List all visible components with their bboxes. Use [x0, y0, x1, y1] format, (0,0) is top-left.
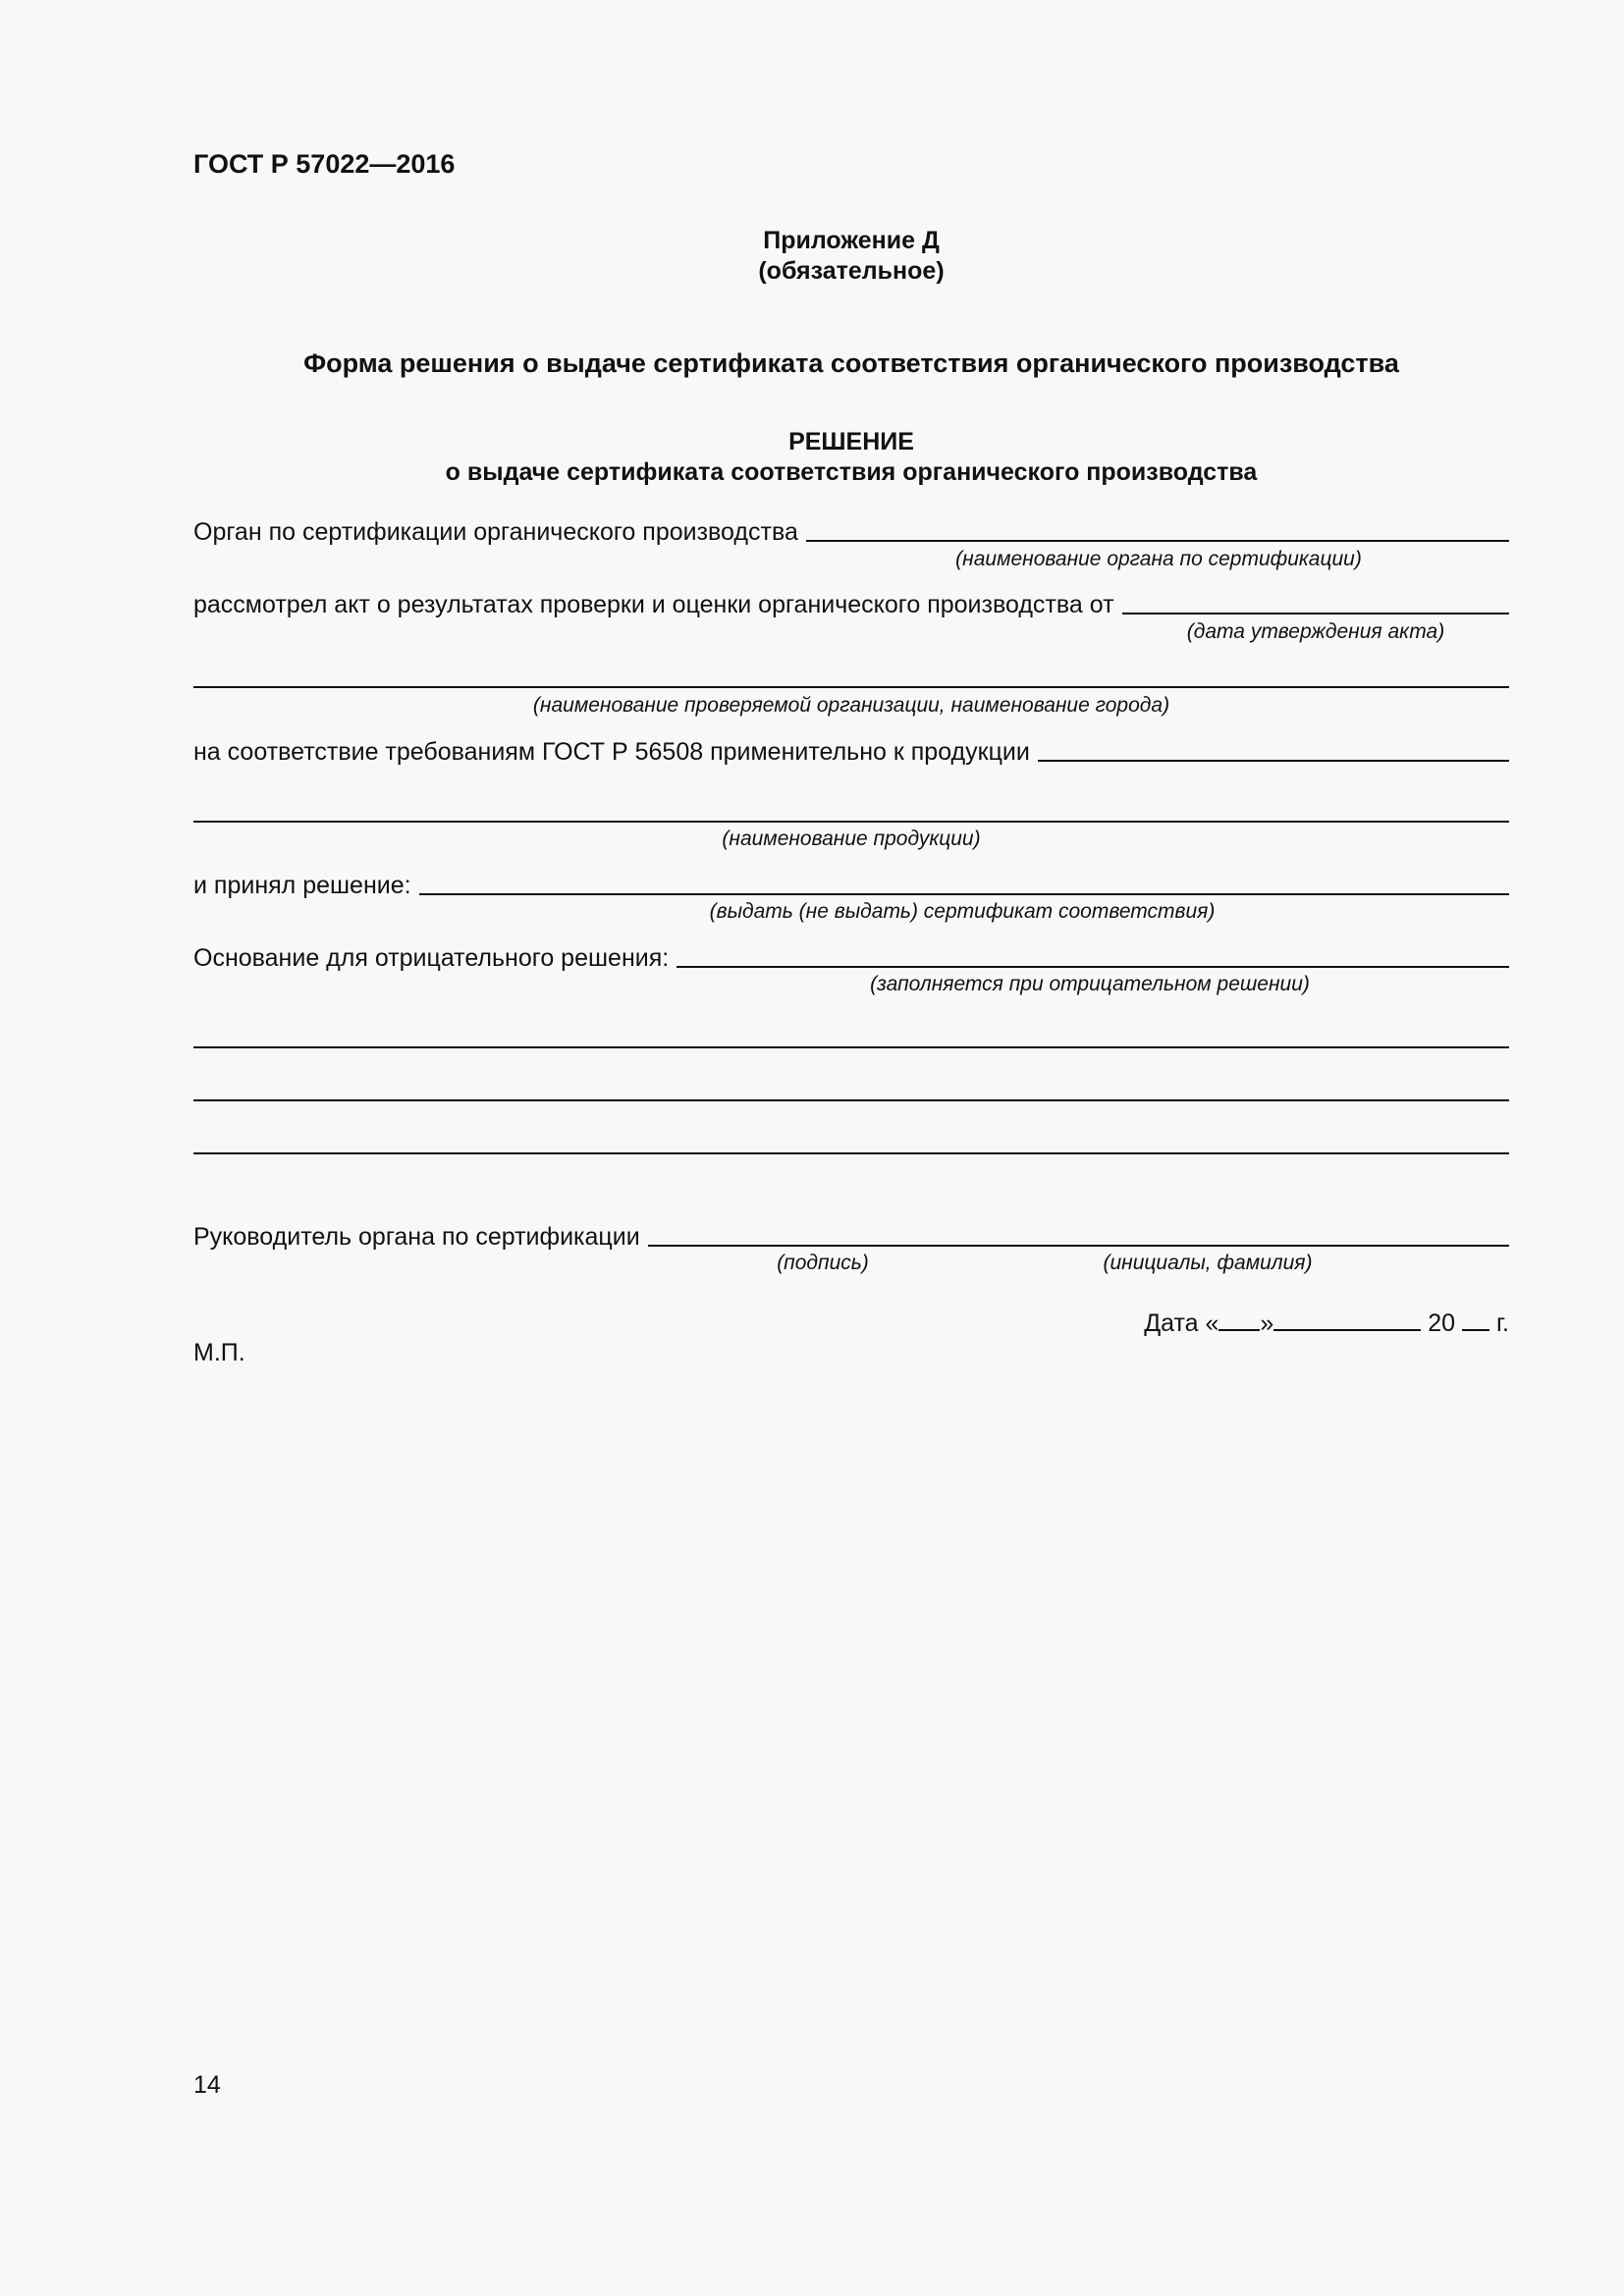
page-number: 14: [193, 2071, 221, 2099]
decision-heading: [193, 427, 1509, 488]
decision-row: [193, 868, 1509, 899]
date-suffix: г.: [1489, 1309, 1509, 1337]
act-date-hint: (дата утверждения акта): [1186, 620, 1445, 643]
organization-field[interactable]: [193, 686, 1509, 688]
date-year: 20: [1421, 1309, 1463, 1337]
product-line-field[interactable]: [193, 821, 1509, 823]
act-label: рассмотрел акт о результатах проверки и оценки органического производства от: [193, 591, 1114, 618]
decision-field[interactable]: [419, 893, 1509, 895]
reason-row: [193, 940, 1509, 972]
date-day-field[interactable]: [1218, 1309, 1260, 1331]
head-row: [193, 1219, 1509, 1251]
head-signature-field[interactable]: [648, 1245, 1509, 1247]
date-mid: »: [1260, 1309, 1274, 1337]
appendix-status: (обязательное): [758, 257, 945, 285]
compliance-label: на соответствие требованиям ГОСТ Р 56508 применительно к продукции: [193, 738, 1030, 766]
appendix-title: Приложение Д: [763, 227, 940, 254]
date-row: [1144, 1309, 1509, 1338]
reason-line-1[interactable]: [193, 1046, 1509, 1048]
product-field[interactable]: [1038, 760, 1509, 762]
decision-hint: (выдать (не выдать) сертификат соответствия): [709, 900, 1216, 923]
head-label: Руководитель органа по сертификации: [193, 1223, 640, 1251]
reason-line-2[interactable]: [193, 1099, 1509, 1101]
product-hint: (наименование продукции): [722, 828, 981, 850]
decision-title: РЕШЕНИЕ: [788, 428, 914, 455]
certification-body-row: [193, 514, 1509, 546]
certification-body-hint: (наименование органа по сертификации): [955, 548, 1362, 570]
name-hint: (инициалы, фамилия): [1103, 1252, 1313, 1274]
date-year-field[interactable]: [1462, 1309, 1489, 1331]
act-row: [193, 587, 1509, 618]
reason-line-3[interactable]: [193, 1152, 1509, 1154]
date-prefix: Дата «: [1144, 1309, 1219, 1337]
reason-label: Основание для отрицательного решения:: [193, 944, 670, 972]
form-title: Форма решения о выдаче сертификата соответствия органического производства: [303, 348, 1399, 378]
reason-hint: (заполняется при отрицательном решении): [870, 973, 1310, 995]
organization-hint: (наименование проверяемой организации, наименование города): [532, 694, 1170, 717]
reason-field[interactable]: [677, 966, 1509, 968]
date-month-field[interactable]: [1273, 1309, 1421, 1331]
signature-hint: (подпись): [777, 1252, 869, 1274]
compliance-row: [193, 734, 1509, 766]
standard-number: ГОСТ Р 57022—2016: [193, 149, 456, 179]
certification-body-label: Орган по сертификации органического производства: [193, 518, 798, 546]
stamp-label: М.П.: [193, 1339, 245, 1366]
decision-label: и принял решение:: [193, 872, 411, 899]
decision-subtitle: о выдаче сертификата соответствия органического производства: [445, 458, 1258, 486]
appendix-heading: [193, 226, 1509, 287]
act-date-field[interactable]: [1122, 613, 1509, 614]
certification-body-field[interactable]: [806, 540, 1509, 542]
